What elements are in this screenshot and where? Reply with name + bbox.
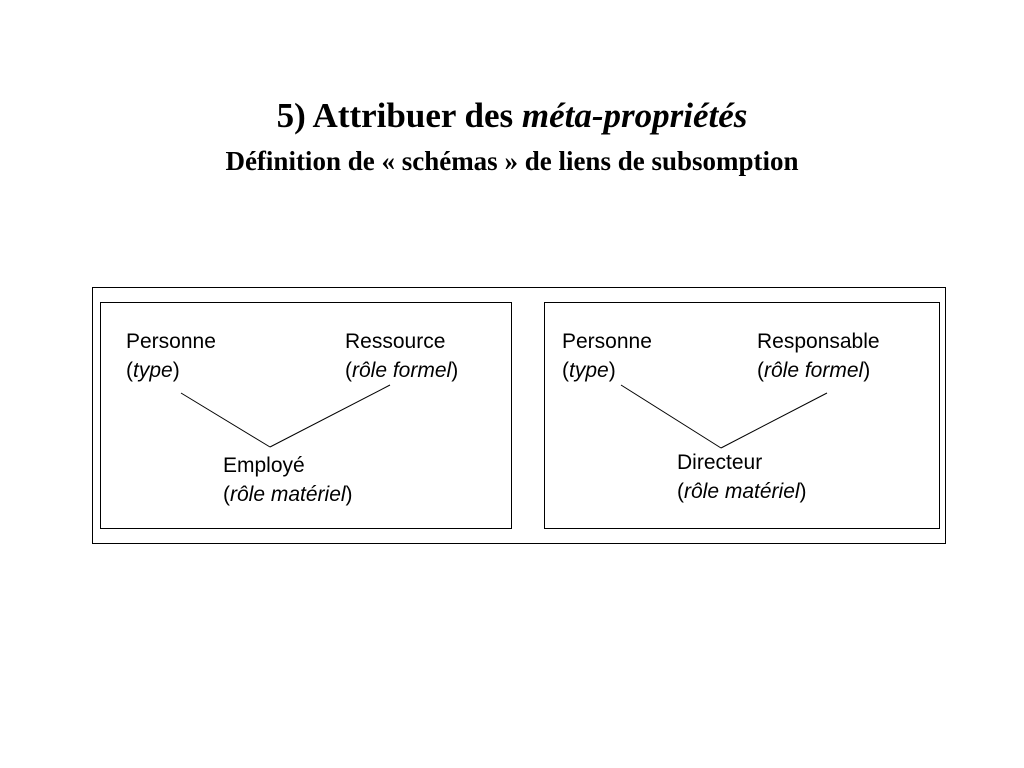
node-role-line: (rôle matériel): [223, 483, 353, 506]
node-role: type: [133, 359, 173, 382]
node-name: Employé: [223, 454, 305, 477]
node-ressource-role-formel: [345, 327, 458, 385]
node-role: type: [569, 359, 609, 382]
slide-subtitle: Définition de « schémas » de liens de subsomption: [225, 146, 799, 176]
node-role-line: (rôle matériel): [677, 480, 807, 503]
node-personne-type-2: [562, 327, 652, 385]
node-personne-type: [126, 327, 216, 385]
node-directeur-role-materiel: [677, 448, 807, 506]
slide-title: [0, 94, 1024, 138]
node-name: Responsable: [757, 330, 880, 353]
node-role-line: (type): [562, 359, 616, 382]
node-role: rôle matériel: [230, 483, 346, 506]
node-role-line: (rôle formel): [757, 359, 871, 382]
node-role: rôle matériel: [684, 480, 800, 503]
node-employe-role-materiel: [223, 451, 353, 509]
node-role-line: (type): [126, 359, 180, 382]
node-role: rôle formel: [352, 359, 452, 382]
node-name: Ressource: [345, 330, 446, 353]
node-role: rôle formel: [764, 359, 864, 382]
title-prefix: 5) Attribuer des: [276, 96, 522, 135]
title-emphasis: méta-propriétés: [521, 96, 748, 135]
node-name: Directeur: [677, 451, 763, 474]
node-name: Personne: [562, 330, 652, 353]
node-responsable-role-formel: [757, 327, 880, 385]
node-role-line: (rôle formel): [345, 359, 459, 382]
node-name: Personne: [126, 330, 216, 353]
